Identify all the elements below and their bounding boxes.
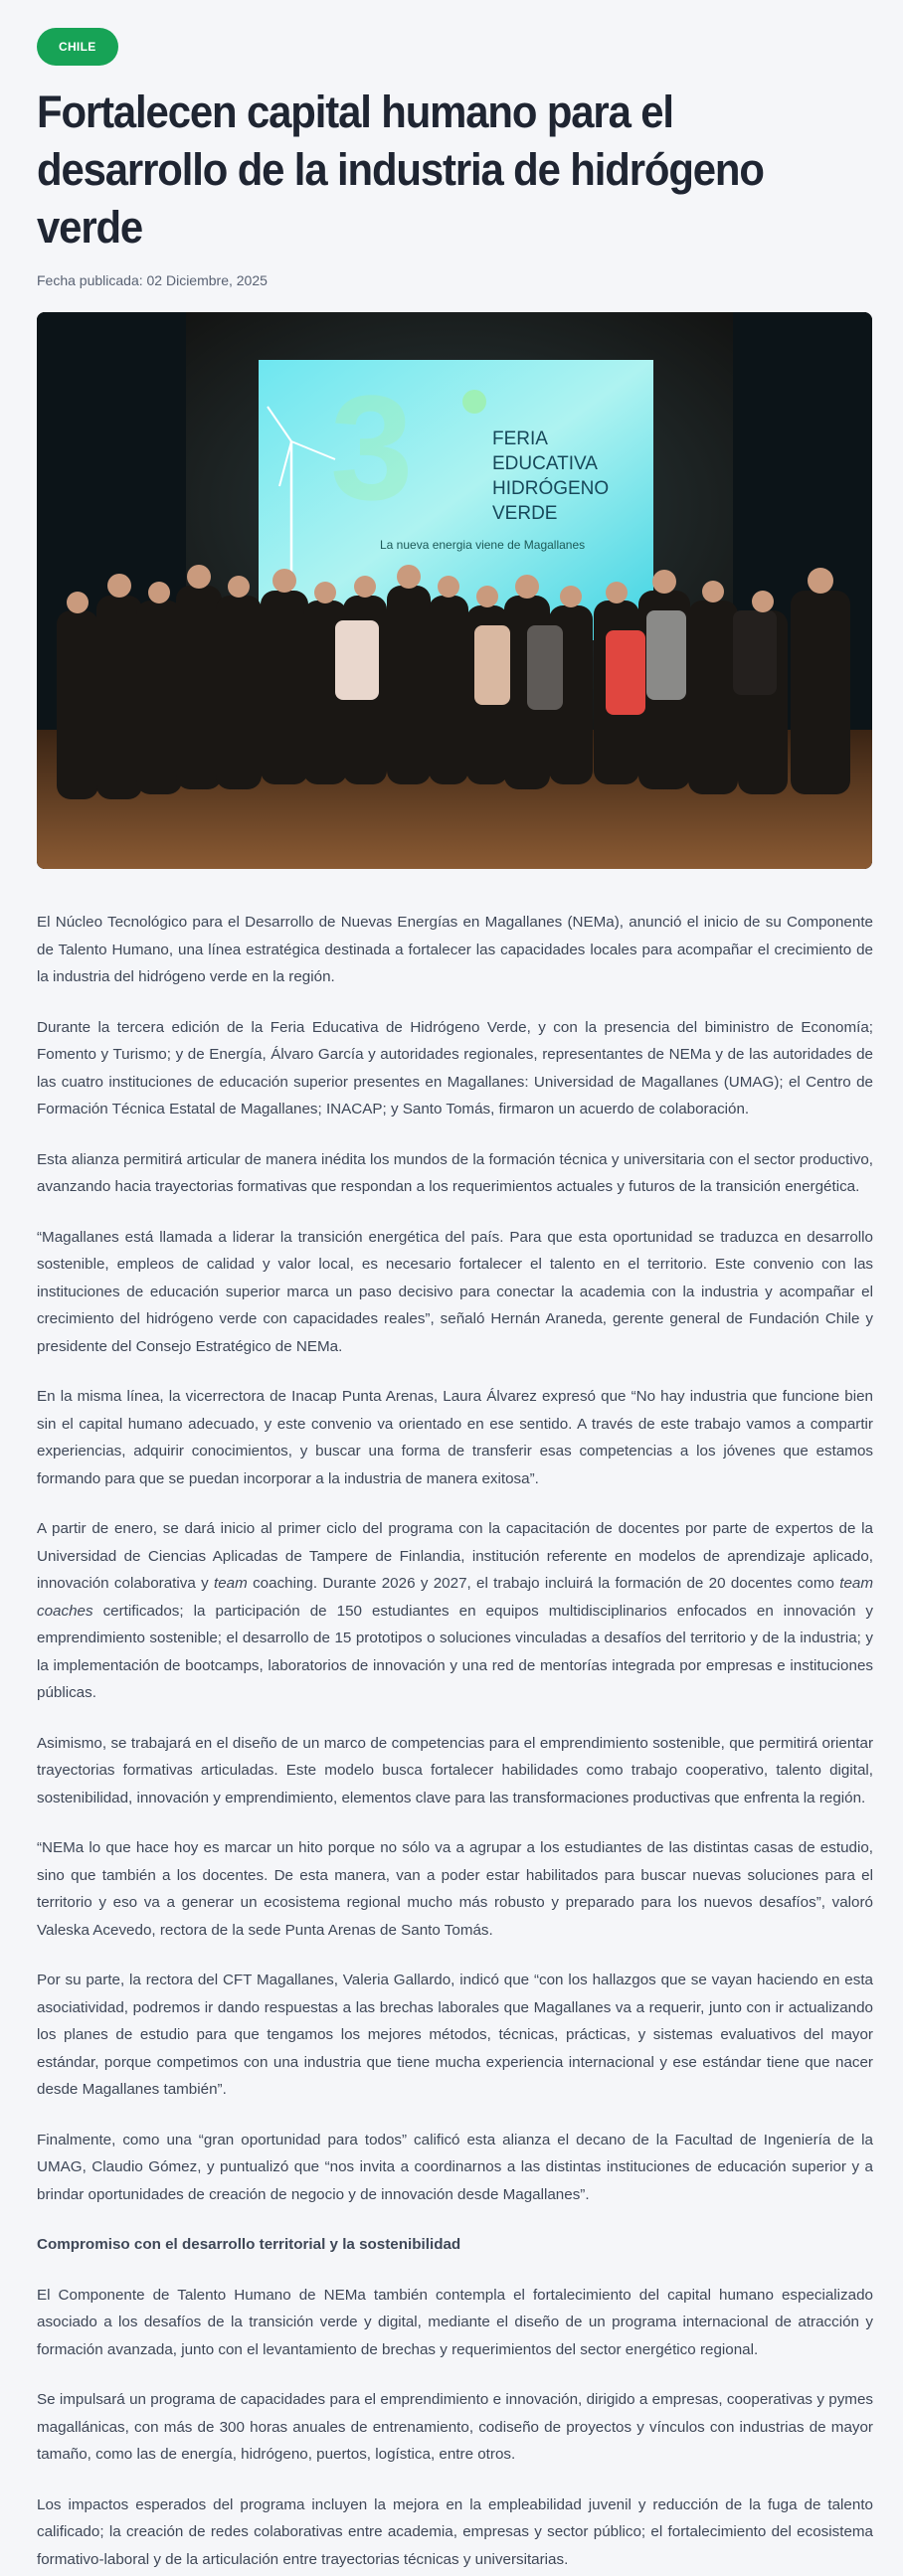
screen-text-3: HIDRÓGENO	[492, 478, 610, 499]
paragraph-6-part-a: A partir de enero, se dará inicio al primer ciclo del programa con la capacitación de docentes por parte de expertos de la Universidad de Ciencias Aplicadas de Tampere de Finlandia, institución referente en modelos de aprendizaje aplicado, innovación colaborativa y	[37, 1520, 873, 1592]
paragraph-11: El Componente de Talento Humano de NEMa también contempla el fortalecimiento del capital humano especializado asociado a los desafíos de la transición verde y digital, mediante el diseño de un programa internacional de atracción y formación avanzada, junto con el levantamiento de brechas y requerimientos del sector energético regional.	[37, 2286, 873, 2358]
paragraph-6-team: team	[214, 1575, 248, 1592]
screen-text-2: EDUCATIVA	[492, 453, 598, 474]
paragraph-12: Se impulsará un programa de capacidades para el emprendimiento e innovación, dirigido a empresas, cooperativas y pymes magallánicas, con más de 300 horas anuales de entrenamiento, codiseño de proyectos y vínculos con industrias de mayor tamaño, como las de energía, hidrógeno, puertos, logística, entre otros.	[37, 2391, 873, 2463]
paragraph-13: Los impactos esperados del programa incluyen la mejora en la empleabilidad juvenil y reducción de la fuga de talento calificado; la creación de redes colaborativas entre academia, empresas y sector público; el fortalecimiento del ecosistema formativo-laboral y de la articulación entre trayectorias técnicas y universitarias.	[37, 2495, 873, 2568]
paragraph-6-part-e: certificados; la participación de 150 estudiantes en equipos multidisciplinarios enfocados en innovación y emprendimiento sostenible; el desarrollo de 15 prototipos o soluciones vinculadas a desafíos del territorio y de la industria; y la implementación de bootcamps, laboratorios de innovación y una red de mentorías integrada por empresas e instituciones públicas.	[37, 1602, 873, 1701]
category-tag[interactable]: CHILE	[37, 28, 118, 66]
page-title: Fortalecen capital humano para el desarrollo de la industria de hidrógeno verde	[37, 86, 764, 253]
paragraph-10: Finalmente, como una “gran oportunidad para todos” calificó esta alianza el decano de la Facultad de Ingeniería de la UMAG, Claudio Gómez, y puntualizó que “nos invita a coordinarnos a las distintas instituciones de educación superior y a brindar oportunidades de creación de negocio y de innovación desde Magallanes”.	[37, 2131, 873, 2203]
paragraph-6	[37, 1515, 873, 1707]
screen-tagline: La nueva energia viene de Magallanes	[380, 538, 586, 552]
article-photo	[37, 312, 872, 869]
publish-date: Fecha publicada: 02 Diciembre, 2025	[37, 272, 268, 288]
paragraph-6-team-coaches: team coaches	[37, 1575, 873, 1620]
paragraph-2: Durante la tercera edición de la Feria Educativa de Hidrógeno Verde, y con la presencia del biministro de Economía; Fomento y Turismo; y de Energía, Álvaro García y autoridades regionales, representantes de NEMa y de las autoridades de las cuatro instituciones de educación superior presentes en Magallanes: Universidad de Magallanes (UMAG); el Centro de Formación Técnica Estatal de Magallanes; INACAP; y Santo Tomás, firmaron un acuerdo de colaboración.	[37, 1018, 873, 1117]
svg-text:3: 3	[330, 364, 414, 531]
paragraph-9: Por su parte, la rectora del CFT Magallanes, Valeria Gallardo, indicó que “con los hallazgos que se vayan haciendo en esta asociatividad, podremos ir dando respuestas a las brechas laborales que Magallanes va a requerir, junto con ir actualizando los planes de estudio para que tengamos los mejores métodos, técnicas, prácticas, y sistemas evaluativos del mayor estándar, porque competimos con una industria que tiene mucha experiencia internacional y ese estándar tiene que nacer desde Magallanes también”.	[37, 1972, 873, 2098]
paragraph-5: En la misma línea, la vicerrectora de Inacap Punta Arenas, Laura Álvarez expresó que “No hay industria que funcione bien sin el capital humano adecuado, y este convenio va orientado en ese sentido. A través de este trabajo vamos a compartir experiencias, adquirir conocimientos, y buscar una forma de transferir esas competencias a los jóvenes que estamos formando para que se puedan incorporar a la industria de manera exitosa”.	[37, 1388, 873, 1487]
paragraph-1: El Núcleo Tecnológico para el Desarrollo de Nuevas Energías en Magallanes (NEMa), anunció el inicio de su Componente de Talento Humano, una línea estratégica destinada a fortalecer las capacidades locales para acompañar el crecimiento de la industria del hidrógeno verde en la región.	[37, 914, 873, 985]
screen-text-4: VERDE	[492, 503, 558, 524]
article-body	[37, 909, 873, 2573]
paragraph-4: “Magallanes está llamada a liderar la transición energética del país. Para que esta oportunidad se traduzca en desarrollo sostenible, empleos de calidad y valor local, es necesario fortalecer el talento en el territorio. Este convenio con las instituciones de educación superior marca un paso decisivo para conectar la academia con la industria y acompañar el crecimiento del hidrógeno verde con capacidades reales”, señaló Hernán Araneda, gerente general de Fundación Chile y presidente del Consejo Estratégico de NEMa.	[37, 1228, 873, 1355]
section-subheading: Compromiso con el desarrollo territorial y la sostenibilidad	[37, 2236, 461, 2253]
paragraph-8: “NEMa lo que hace hoy es marcar un hito porque no sólo va a agrupar a los estudiantes de las distintas casas de estudio, sino que también a los docentes. De esta manera, van a poder estar habilitados para buscar nuevas soluciones para el territorio y eso va a generar un ecosistema regional mucho más robusto y preparado para los nuevos desafíos”, valoró Valeska Acevedo, rectora de la sede Punta Arenas de Santo Tomás.	[37, 1839, 873, 1939]
paragraph-3: Esta alianza permitirá articular de manera inédita los mundos de la formación técnica y universitaria con el sector productivo, avanzando hacia trayectorias formativas que respondan a los requerimientos actuales y futuros de la transición energética.	[37, 1150, 873, 1195]
screen-text-1: FERIA	[492, 429, 548, 449]
paragraph-7: Asimismo, se trabajará en el diseño de un marco de competencias para el emprendimiento sostenible, que permitirá orientar trayectorias formativas articuladas. Este modelo busca fortalecer habilidades como trabajo cooperativo, talento digital, sostenibilidad, innovación y emprendimiento, elementos clave para las transformaciones productivas que enfrenta la región.	[37, 1734, 873, 1806]
paragraph-6-part-c: coaching. Durante 2026 y 2027, el trabajo incluirá la formación de 20 docentes como	[247, 1575, 840, 1592]
